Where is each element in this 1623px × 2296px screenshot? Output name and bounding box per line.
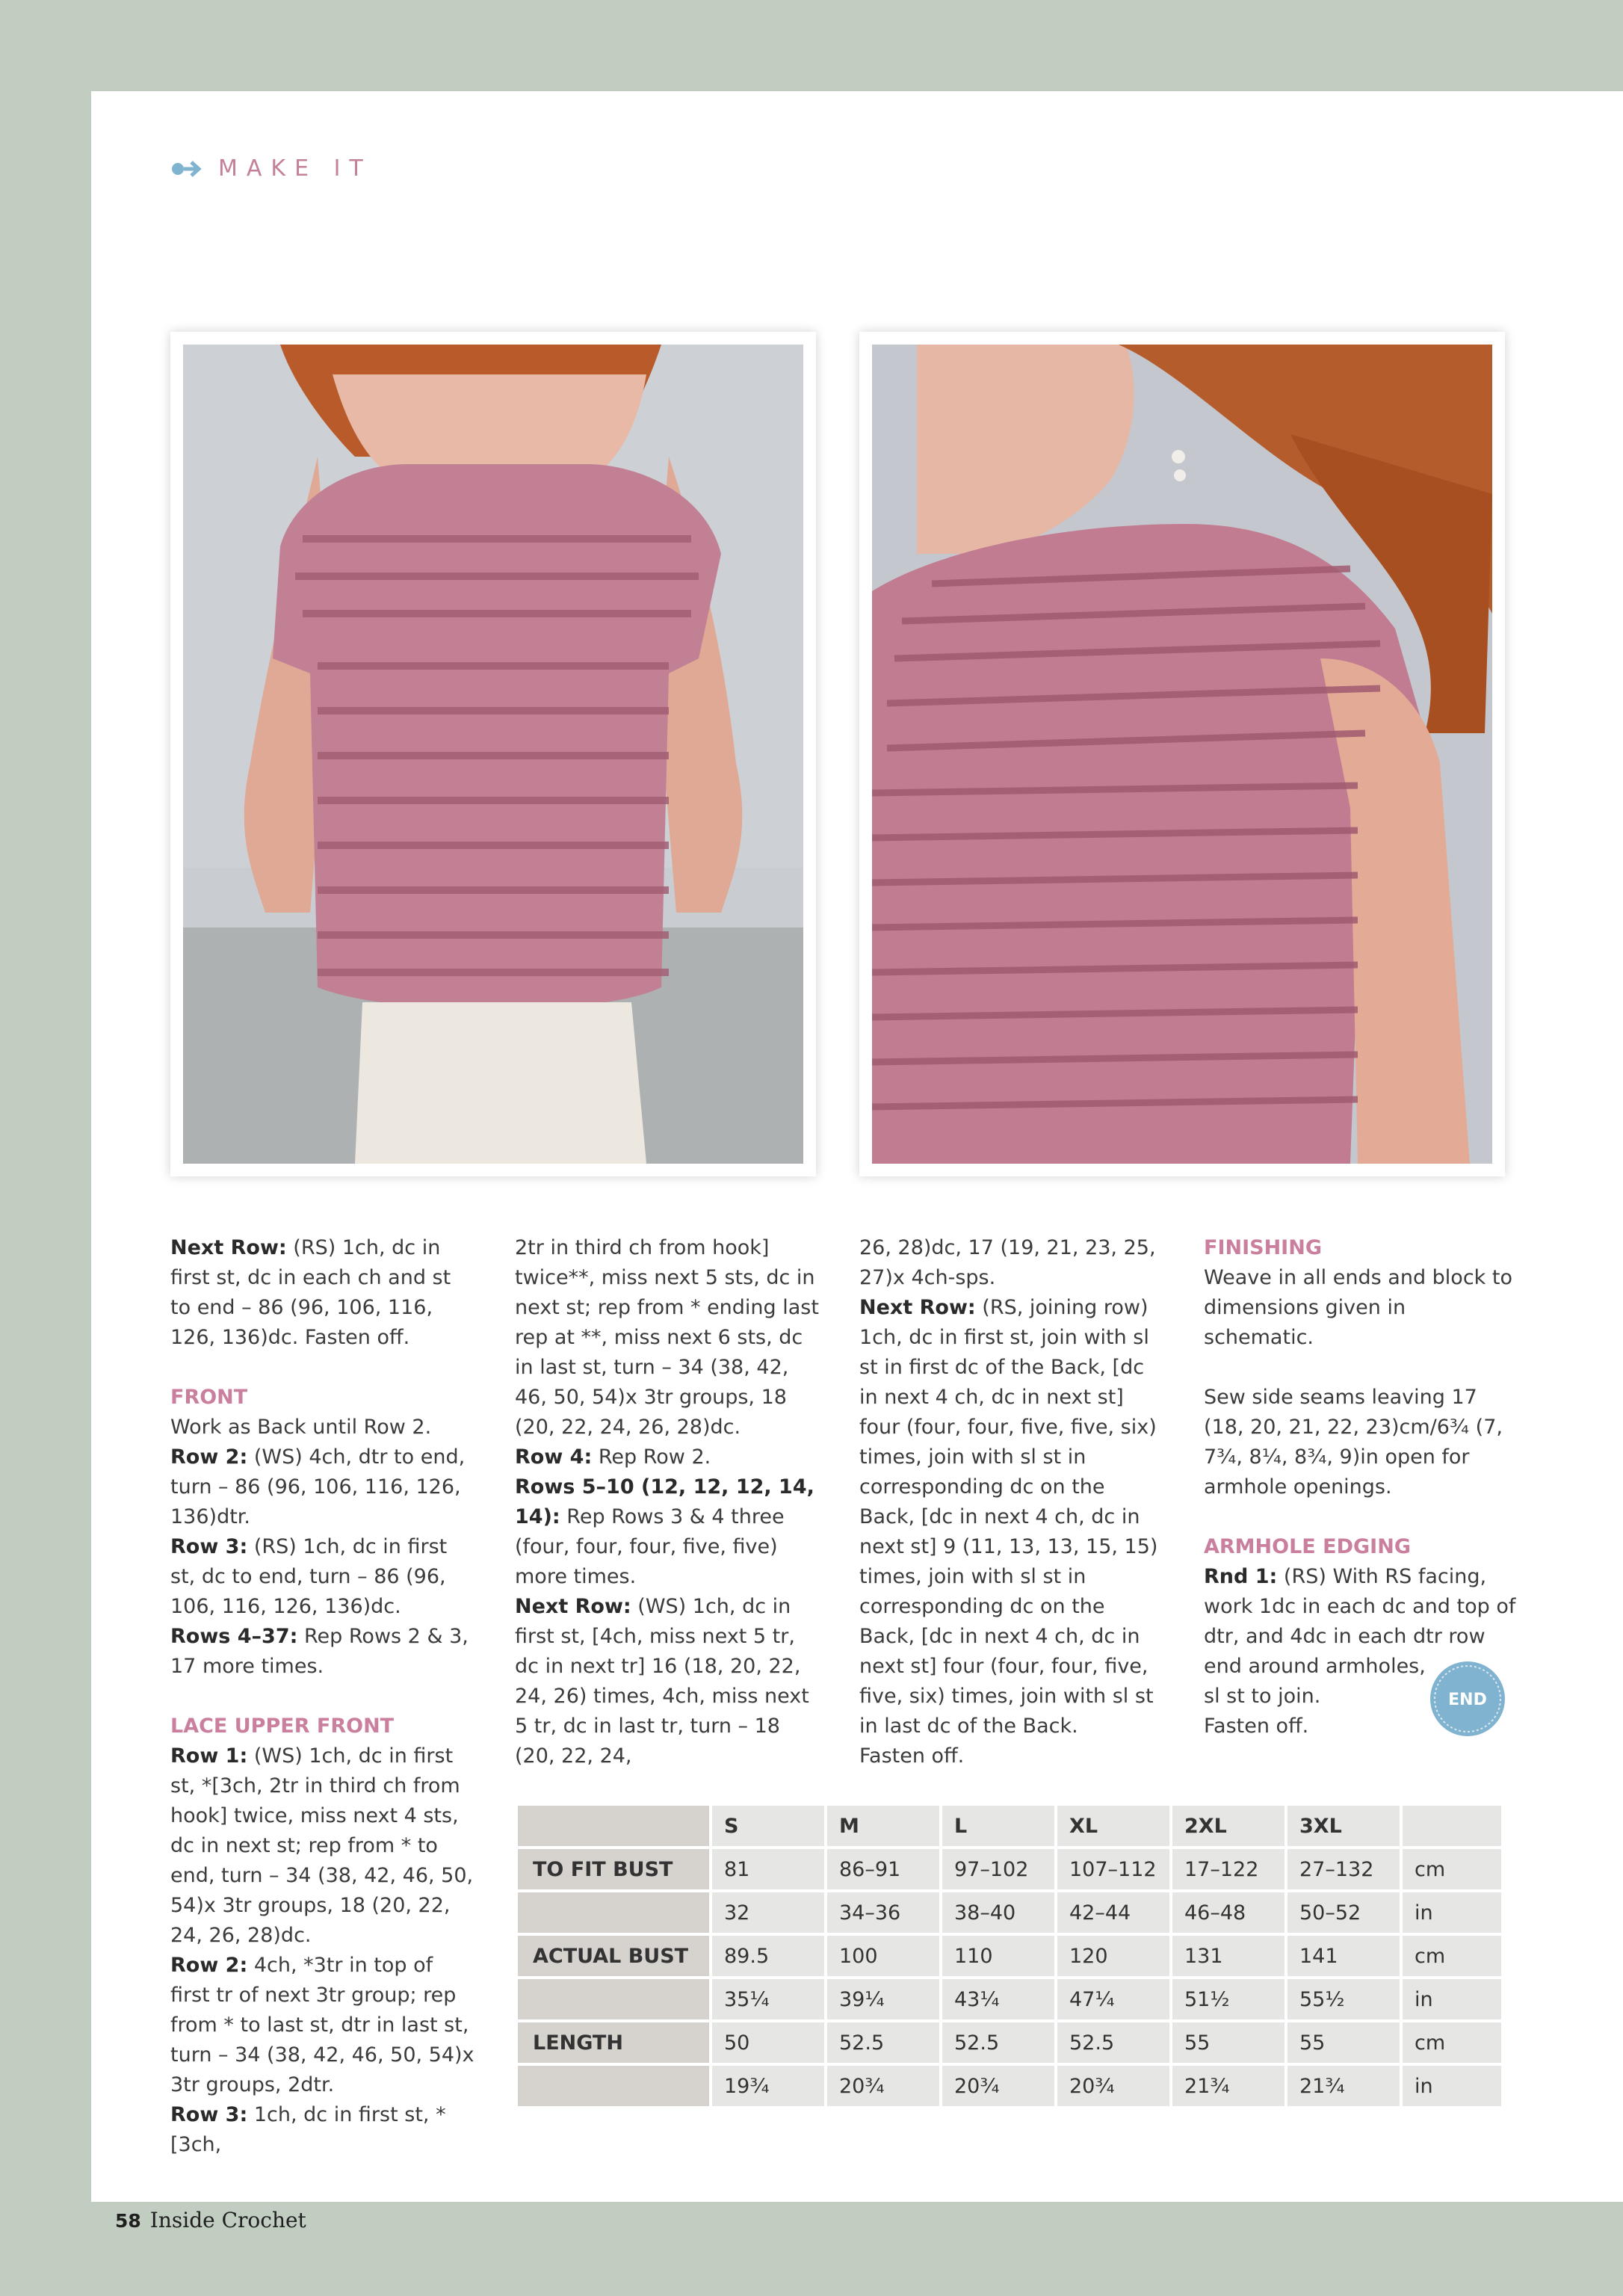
row-text: Rep Rows 3 & 4 three (four, four, four, five, five) more times.	[515, 1505, 785, 1588]
section-heading: LACE UPPER FRONT	[170, 1715, 395, 1738]
instruction-paragraph	[515, 1442, 821, 1472]
table-cell: 50	[712, 2022, 824, 2063]
paragraph-gap	[1204, 1502, 1518, 1532]
row-label: Row 1:	[170, 1744, 248, 1768]
text-column-2	[515, 1233, 821, 1771]
table-row-label	[518, 1979, 709, 2019]
table-cell: 32	[712, 1892, 824, 1933]
table-cell: 20¾	[942, 2066, 1054, 2106]
table-cell: 55½	[1287, 1979, 1400, 2019]
row-text: (RS) 1ch, dc in first st, dc to end, turn – 86 (96, 106, 116, 126, 136)dc.	[170, 1535, 448, 1618]
row-text: 1ch, dc in first st, *[3ch,	[170, 2103, 446, 2156]
row-text: (WS) 4ch, dtr to end, turn – 86 (96, 106, 116, 126, 136)dtr.	[170, 1445, 466, 1528]
instruction-paragraph	[515, 1472, 821, 1592]
end-badge-icon	[1429, 1660, 1506, 1738]
instruction-paragraph	[170, 1951, 477, 2100]
page-number: 58	[115, 2210, 141, 2232]
row-label: Rnd 1:	[1204, 1565, 1278, 1588]
table-unit-cell	[1403, 1806, 1501, 1846]
table-cell: 20¾	[1057, 2066, 1169, 2106]
table-cell: 55	[1287, 2022, 1400, 2063]
table-cell: 2XL	[1172, 1806, 1285, 1846]
instruction-paragraph	[170, 1413, 477, 1442]
instruction-paragraph	[170, 2100, 477, 2160]
row-text: sl st to join.	[1204, 1685, 1321, 1708]
table-cell: 51½	[1172, 1979, 1285, 2019]
row-text: (RS, joining row) 1ch, dc in first st, join with sl st in first dc of the Back, [dc in next 4 ch, dc in next st] four (four, four, five, five, six) times, join with sl st in corresponding dc on the Back, [dc in next 4 ch, dc in next st] 9 (11, 13, 13, 15, 15) times, join with sl st in corresponding dc on the Back, [dc in next 4 ch, dc in next st] four (four, four, five, five, six) times, join with sl st in last dc of the Back.	[859, 1296, 1158, 1738]
table-cell: S	[712, 1806, 824, 1846]
section-header	[170, 155, 372, 182]
row-text: Rep Row 2.	[592, 1445, 711, 1469]
instruction-paragraph	[859, 1741, 1166, 1771]
arrow-icon	[170, 158, 205, 180]
table-row	[518, 1849, 1501, 1889]
instruction-paragraph	[1204, 1263, 1518, 1353]
paragraph-gap	[170, 1353, 477, 1383]
table-row	[518, 1892, 1501, 1933]
row-label: Rows 5–10 (12, 12, 12, 14, 14):	[515, 1475, 814, 1528]
row-text: (WS) 1ch, dc in first st, *[3ch, 2tr in third ch from hook] twice, miss next 4 sts, dc in next st; rep from * to end, turn – 34 (38, 42, 46, 50, 54)x 3tr groups, 18 (20, 22, 24, 26, 28)dc.	[170, 1744, 474, 1947]
instruction-paragraph	[170, 1622, 477, 1682]
table-cell: 21¾	[1172, 2066, 1285, 2106]
table-cell: M	[827, 1806, 939, 1846]
paragraph-gap	[1204, 1353, 1518, 1383]
row-label: Row 4:	[515, 1445, 593, 1469]
row-text: Fasten off.	[859, 1744, 965, 1768]
instruction-paragraph	[170, 1532, 477, 1622]
instruction-paragraph	[170, 1741, 477, 1951]
table-cell: 50–52	[1287, 1892, 1400, 1933]
instruction-paragraph	[515, 1233, 821, 1442]
end-badge-label: END	[1448, 1691, 1487, 1709]
text-column-1	[170, 1233, 477, 2160]
instruction-paragraph	[1204, 1383, 1518, 1502]
table-cell: 46–48	[1172, 1892, 1285, 1933]
row-text: Sew side seams leaving 17 (18, 20, 21, 22, 23)cm/6¾ (7, 7¾, 8¼, 8¾, 9)in open for armhole openings.	[1204, 1386, 1503, 1499]
table-cell: 39¼	[827, 1979, 939, 2019]
section-heading: ARMHOLE EDGING	[1204, 1535, 1411, 1558]
section-heading: FINISHING	[1204, 1236, 1322, 1259]
table-cell: 81	[712, 1849, 824, 1889]
table-row-label	[518, 1806, 709, 1846]
row-text: (RS) 1ch, dc in first st, dc in each ch and st to end – 86 (96, 106, 116, 126, 136)dc. Fasten off.	[170, 1236, 451, 1349]
table-row	[518, 2022, 1501, 2063]
photo-back-view	[170, 332, 816, 1176]
table-unit-cell: cm	[1403, 2022, 1501, 2063]
row-label: Rows 4–37:	[170, 1625, 298, 1648]
table-unit-cell: in	[1403, 2066, 1501, 2106]
table-cell: 107–112	[1057, 1849, 1169, 1889]
table-cell: 42–44	[1057, 1892, 1169, 1933]
instruction-paragraph	[859, 1293, 1166, 1741]
table-cell: 17–122	[1172, 1849, 1285, 1889]
row-text: Work as Back until Row 2.	[170, 1416, 432, 1439]
table-unit-cell: in	[1403, 1979, 1501, 2019]
row-label: Row 3:	[170, 2103, 248, 2126]
table-cell: 141	[1287, 1936, 1400, 1976]
row-text: Weave in all ends and block to dimensions given in schematic.	[1204, 1266, 1512, 1349]
row-text: 26, 28)dc, 17 (19, 21, 23, 25, 27)x 4ch-sps.	[859, 1236, 1156, 1289]
size-table	[515, 1803, 1504, 2109]
photo-side-image	[872, 345, 1492, 1164]
table-cell: 52.5	[827, 2022, 939, 2063]
row-text: Fasten off.	[1204, 1715, 1309, 1738]
row-label: Row 2:	[170, 1445, 248, 1469]
table-unit-cell: in	[1403, 1892, 1501, 1933]
table-cell: 52.5	[942, 2022, 1054, 2063]
table-row	[518, 1936, 1501, 1976]
row-text: Rep Rows 2 & 3, 17 more times.	[170, 1625, 469, 1678]
table-row-label: TO FIT BUST	[518, 1849, 709, 1889]
table-row-label	[518, 2066, 709, 2106]
table-cell: 19¾	[712, 2066, 824, 2106]
row-label: Row 2:	[170, 1954, 248, 1977]
row-label: Next Row:	[515, 1595, 631, 1618]
table-cell: 21¾	[1287, 2066, 1400, 2106]
table-cell: 43¼	[942, 1979, 1054, 2019]
table-row	[518, 2066, 1501, 2106]
paragraph-gap	[170, 1682, 477, 1712]
row-label: Next Row:	[170, 1236, 287, 1259]
table-cell: 55	[1172, 2022, 1285, 2063]
table-cell: 52.5	[1057, 2022, 1169, 2063]
magazine-name: Inside Crochet	[149, 2208, 306, 2232]
table-cell: 47¼	[1057, 1979, 1169, 2019]
row-text: 2tr in third ch from hook] twice**, miss next 5 sts, dc in next st; rep from * ending last rep at **, miss next 6 sts, dc in last st, turn – 34 (38, 42, 46, 50, 54)x 3tr groups, 18 (20, 22, 24, 26, 28)dc.	[515, 1236, 819, 1439]
table-row-label	[518, 1892, 709, 1933]
table-cell: 3XL	[1287, 1806, 1400, 1846]
row-text: (RS) With RS facing, work 1dc in each dc and top of dtr, and 4dc in each dtr row end around armholes,	[1204, 1565, 1516, 1678]
instruction-paragraph	[859, 1233, 1166, 1293]
row-text: 4ch, *3tr in top of first tr of next 3tr group; rep from * to last st, dtr in last st, turn – 34 (38, 42, 46, 50, 54)x 3tr groups, 2dtr.	[170, 1954, 474, 2096]
section-label: MAKE IT	[218, 155, 372, 182]
table-cell: 38–40	[942, 1892, 1054, 1933]
table-row-label: LENGTH	[518, 2022, 709, 2063]
table-unit-cell: cm	[1403, 1936, 1501, 1976]
instruction-paragraph	[170, 1442, 477, 1532]
row-text: (WS) 1ch, dc in first st, [4ch, miss next 5 tr, dc in next tr] 16 (18, 20, 22, 24, 26) times, 4ch, miss next 5 tr, dc in last tr, turn – 18 (20, 22, 24,	[515, 1595, 809, 1768]
row-label: Row 3:	[170, 1535, 248, 1558]
table-header-row	[518, 1806, 1501, 1846]
table-cell: 110	[942, 1936, 1054, 1976]
table-cell: 100	[827, 1936, 939, 1976]
page-footer	[115, 2208, 306, 2232]
table-cell: 20¾	[827, 2066, 939, 2106]
table-cell: 35¼	[712, 1979, 824, 2019]
table-unit-cell: cm	[1403, 1849, 1501, 1889]
section-heading: FRONT	[170, 1386, 248, 1409]
row-label: Next Row:	[859, 1296, 976, 1319]
table-row-label: ACTUAL BUST	[518, 1936, 709, 1976]
table-cell: 89.5	[712, 1936, 824, 1976]
photo-side-view	[859, 332, 1505, 1176]
text-column-3	[859, 1233, 1166, 1771]
table-cell: 131	[1172, 1936, 1285, 1976]
table-cell: 27–132	[1287, 1849, 1400, 1889]
table-cell: L	[942, 1806, 1054, 1846]
table-cell: 97–102	[942, 1849, 1054, 1889]
table-cell: 120	[1057, 1936, 1169, 1976]
instruction-paragraph	[170, 1233, 477, 1353]
table-row	[518, 1979, 1501, 2019]
table-cell: 86–91	[827, 1849, 939, 1889]
instruction-paragraph	[515, 1592, 821, 1771]
photo-back-image	[183, 345, 803, 1164]
table-cell: 34–36	[827, 1892, 939, 1933]
table-cell: XL	[1057, 1806, 1169, 1846]
